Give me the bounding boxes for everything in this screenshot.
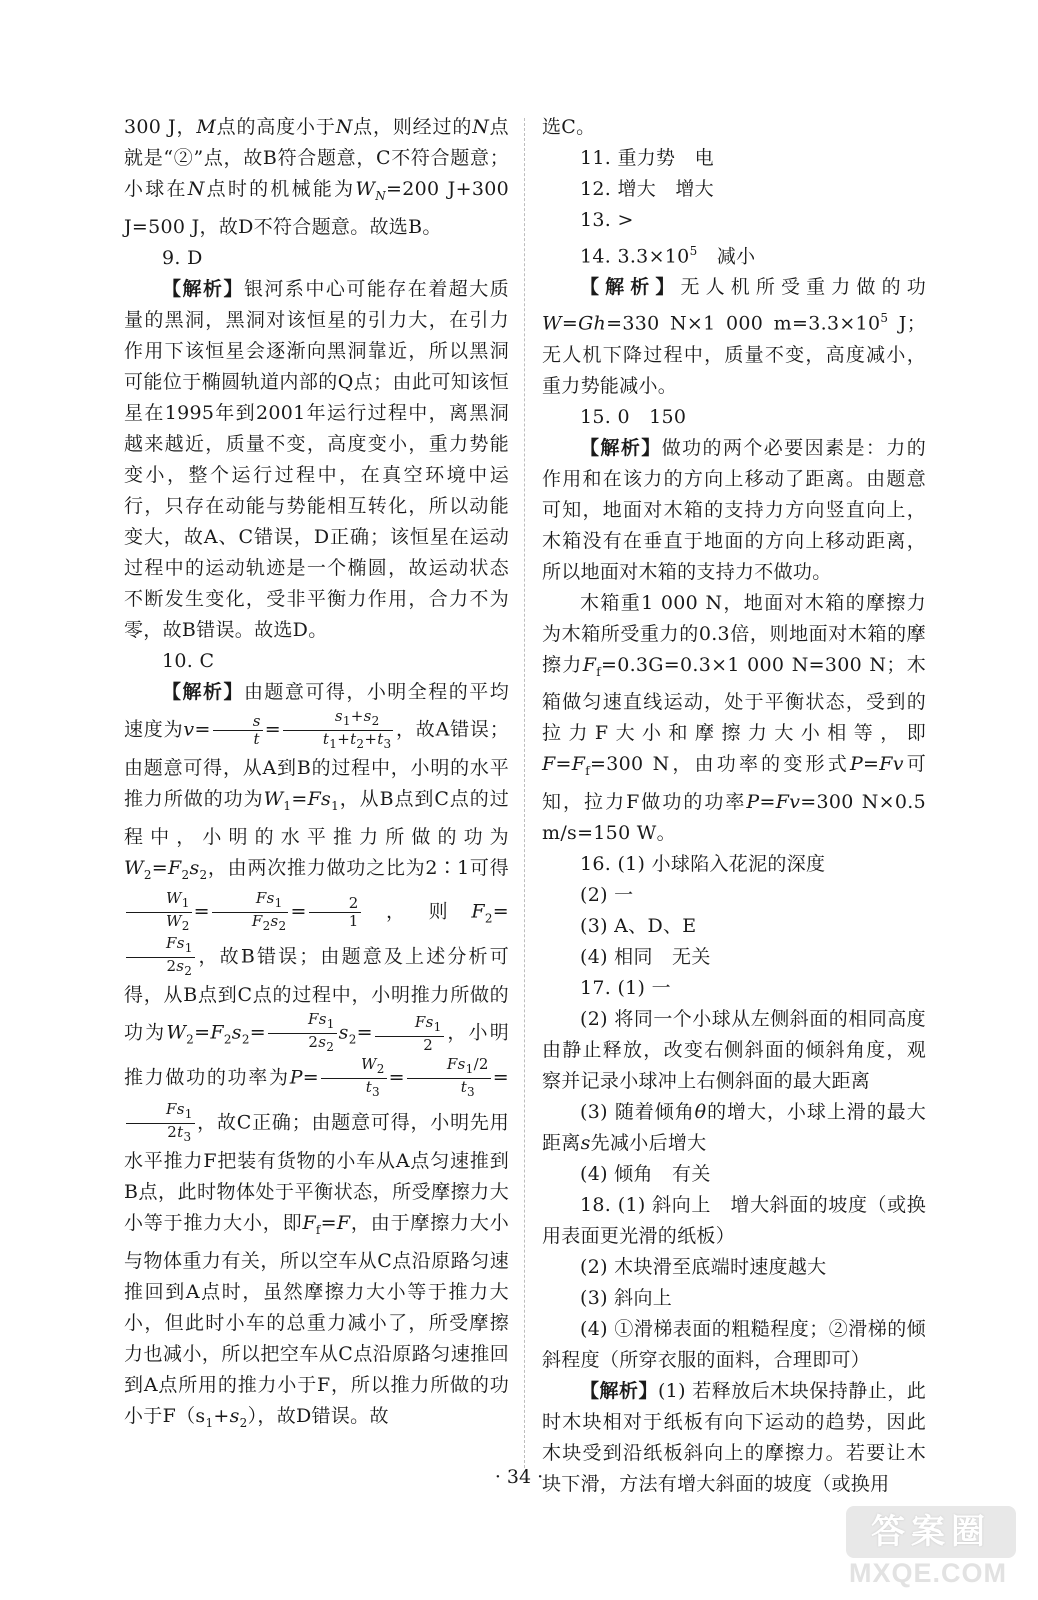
answer-17-4: (4) 倾角 有关 xyxy=(580,1163,711,1186)
answer-18-4: (4) ①滑梯表面的粗糙程度；②滑梯的倾斜程度（所穿衣服的面料，合理即可） xyxy=(542,1318,926,1372)
answer-17-3: (3) 随着倾角θ的增大，小球上滑的最大距离s先减小后增大 xyxy=(542,1101,926,1155)
analysis-10: 【解析】由题意可得，小明全程的平均速度为v= $\frac{s}{t}$ = $\frac{s_1+s_2}{t_1+t_2+t_3}$ ，故A错误；由题意可得，从A到B的过程中，小明的水平推力所做的功为$W_1=Fs_1$，从B点到C点的过程中，小明的水平推力所做的功为$W_2=F_2s_2$，由两次推力做功之比为2∶1可得 $\frac{W_1}{W_2}$ = $\frac{Fs_1}{F_2s_2}$ = $\frac{2}{1}$ ，则$F_2=$ $\frac{Fs_1}{2s_2}$ ，故B错误；由题意及上述分析可得，从B点到C点的过程中，小明推力所做的功为$W_2=F_2s_2=$ $\frac{Fs_1}{2s_2}$ $s_2=$ $\frac{Fs_1}{2}$ ，小明推力做功的功率为P= $\frac{W_2}{t_3}$ = $\frac{Fs_1/2}{t_3}$ = $\frac{Fs_1}{2t_3}$ ，故C正确；由题意可得，小明先用水平推力F把装有货物的小车从A点匀速推到B点，此时物体处于平衡状态，所受摩擦力大小等于推力大小，即$F_f=F$，由于摩擦力大小与物体重力有关，所以空车从C点沿原路匀速推回到A点时，虽然摩擦力大小等于推力大小，但此时小车的总重力减小了，所受摩擦力也减小，所以把空车从C点沿原路匀速推回到A点所用的推力小于F，所以推力所做的功小于$F(s_1+s_2)$，故D错误。故 xyxy=(124,680,510,1430)
analysis-label: 【解析】 xyxy=(162,680,244,703)
formula-fraction: $\frac{Fs_1/2}{t_3}$ xyxy=(407,1056,491,1101)
watermark-url: MXQE.COM xyxy=(848,1558,1007,1588)
analysis-9: 【解析】银河系中心可能存在着超大质量的黑洞，黑洞对该恒星的引力大，在引力作用下该恒星会逐渐向黑洞靠近，所以黑洞可能位于椭圆轨道内部的Q点；由此可知该恒星在1995年到2001年运行过程中，离黑洞越来越近，质量不变，高度变小，重力势能变小，整个运行过程中，在真空环境中运行，只存在动能与势能相互转化，所以动能变大，故A、C错误，D正确；该恒星在运动过程中的运动轨迹是一个椭圆，故运动状态不断发生变化，受非平衡力作用，合力不为零，故B错误。故选D。 xyxy=(124,277,510,641)
formula-fraction: $\frac{s_1+s_2}{t_1+t_2+t_3}$ xyxy=(283,708,394,753)
formula-fraction: $\frac{Fs_1}{2}$ xyxy=(375,1014,444,1054)
formula-fraction: $\frac{s}{t}$ xyxy=(213,713,263,748)
answer-9: 9. D xyxy=(162,246,203,269)
answer-15: 15. 0 150 xyxy=(580,405,687,428)
column-divider xyxy=(524,118,525,1468)
para-10-end: 选C。 xyxy=(542,116,596,138)
answer-16-1: 16. (1) 小球陷入花泥的深度 xyxy=(580,853,826,876)
answer-17-2: (2) 将同一个小球从左侧斜面的相同高度由静止释放，改变右侧斜面的倾斜角度，观察并记录小球冲上右侧斜面的最大距离 xyxy=(542,1008,926,1093)
formula-fraction: $\frac{Fs_1}{F_2s_2}$ xyxy=(212,890,289,935)
answer-12: 12. 增大 增大 xyxy=(580,178,714,200)
formula-fraction: $\frac{Fs_1}{2s_2}$ xyxy=(126,935,195,980)
answer-11: 11. 重力势 电 xyxy=(580,147,714,169)
answer-18-1: 18. (1) 斜向上 增大斜面的坡度（或换用表面更光滑的纸板） xyxy=(542,1194,926,1248)
analysis-label: 【解析】 xyxy=(580,436,662,459)
answer-14: 14. $3.3\times 10^5$ 减小 xyxy=(580,244,756,268)
analysis-label: 【解析】 xyxy=(162,277,244,300)
answer-10: 10. C xyxy=(162,649,215,672)
answer-13: 13. > xyxy=(580,209,634,231)
formula-fraction: $\frac{Fs_1}{2t_3}$ xyxy=(126,1101,195,1146)
watermark xyxy=(840,1506,1020,1588)
analysis-15-cont: 木箱重1 000 N，地面对木箱的摩擦力为木箱所受重力的0.3倍，则地面对木箱的摩擦力$F_f=0.3G=0.3\times 1$ 000 N=300 N；木箱做匀速直线运动，处于平衡状态，受到的拉力F大小和摩擦力大小相等，即$F=F_f=300$ N，由功率的变形式P=Fv可知，拉力F做功的功率P=Fv=300 N×0.5 m/s=150 W。 xyxy=(542,591,926,845)
page-number: · 34 · xyxy=(494,1466,544,1488)
right-column xyxy=(542,112,926,1500)
analysis-14: 【解析】无人机所受重力做的功W=Gh=330 N×1 000 $m=3.3\times 10^5$ J；无人机下降过程中，质量不变，高度减小，重力势能减小。 xyxy=(542,276,926,397)
para-8-continued: 300 J，M点的高度小于N点，则经过的N点就是“②”点，故B符合题意，C不符合题意；小球在N点时的机械能为$W_N=200$ J+300 J=500 J，故D不符合题意。故选B。 xyxy=(124,116,509,238)
answer-16-3: (3) A、D、E xyxy=(580,915,697,938)
watermark-logo-icon: 答案圈 xyxy=(846,1506,1016,1558)
formula-fraction: $\frac{Fs_1}{2s_2}$ xyxy=(268,1011,337,1056)
answer-17-1: 17. (1) 一 xyxy=(580,977,671,1000)
answer-18-2: (2) 木块滑至底端时速度越大 xyxy=(580,1256,827,1279)
analysis-label: 【解析】 xyxy=(580,276,681,299)
left-column xyxy=(124,112,509,1439)
answer-18-3: (3) 斜向上 xyxy=(580,1287,673,1310)
formula-fraction: $\frac{W_1}{W_2}$ xyxy=(126,890,192,935)
formula-fraction: $\frac{W_2}{t_3}$ xyxy=(321,1056,387,1101)
analysis-label: 【解析】 xyxy=(580,1380,658,1403)
analysis-18: 【解析】(1) 若释放后木块保持静止，此时木块相对于纸板有向下运动的趋势，因此木块受到沿纸板斜向上的摩擦力。若要让木块下滑，方法有增大斜面的坡度（或换用 xyxy=(542,1380,926,1496)
answer-16-2: (2) 一 xyxy=(580,884,634,907)
formula-fraction: $\frac{2}{1}$ xyxy=(309,895,361,930)
analysis-15: 【解析】做功的两个必要因素是：力的作用和在该力的方向上移动了距离。由题意可知，地面对木箱的支持力方向竖直向上，木箱没有在垂直于地面的方向上移动距离，所以地面对木箱的支持力不做功。 xyxy=(542,436,927,583)
answer-16-4: (4) 相同 无关 xyxy=(580,946,711,969)
